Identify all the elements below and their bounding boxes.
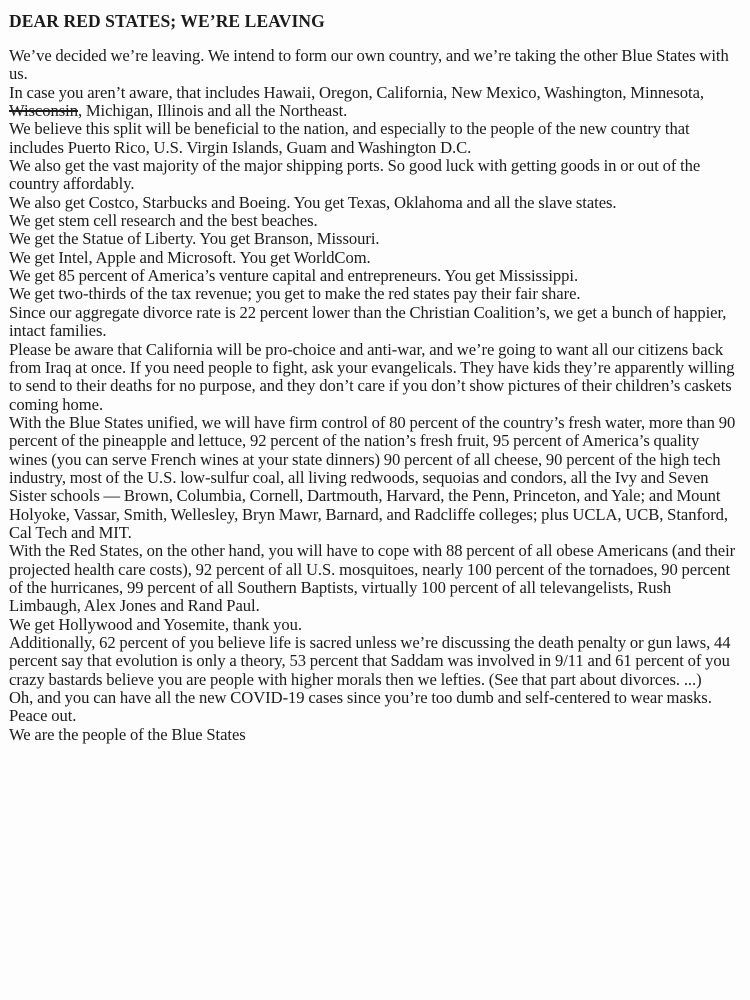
paragraph: We also get Costco, Starbucks and Boeing. You get Texas, Oklahoma and all the slave states.: [9, 192, 617, 212]
sign-off: Peace out.: [9, 706, 77, 726]
paragraph: We also get the vast majority of the major shipping ports. So good luck with getting goods in or out of the country affordably.: [9, 156, 701, 194]
paragraph: We get 85 percent of America’s venture capital and entrepreneurs. You get Mississippi.: [9, 266, 579, 286]
paragraph: We get Intel, Apple and Microsoft. You get WorldCom.: [9, 247, 371, 267]
paragraph: Oh, and you can have all the new COVID-19 cases since you’re too dumb and self-centered to wear masks.: [9, 688, 712, 708]
paragraph: We’ve decided we’re leaving. We intend to form our own country, and we’re taking the other Blue States with us.: [9, 46, 729, 84]
paragraph-states-list: [9, 84, 740, 121]
paragraph: With the Blue States unified, we will have firm control of 80 percent of the country’s fresh water, more than 90 percent of the pineapple and lettuce, 92 percent of the nation’s fresh fruit, 95 percent of America’s quality wines (you can serve French wines at your state dinners) 90 percent of all cheese, 90 percent of the high tech industry, most of the U.S. low-sulfur coal, all living redwoods, sequoias and condors, all the Ivy and Seven Sister schools — Brown, Columbia, Cornell, Dartmouth, Harvard, the Penn, Princeton, and Yale; and Mount Holyoke, Vassar, Smith, Wellesley, Bryn Mawr, Barnard, and Radcliffe colleges; plus UCLA, UCB, Stanford, Cal Tech and MIT.: [9, 412, 736, 542]
paragraph: We get stem cell research and the best beaches.: [9, 211, 318, 231]
paragraph: With the Red States, on the other hand, you will have to cope with 88 percent of all obese Americans (and their projected health care costs), 92 percent of all U.S. mosquitoes, nearly 100 percent of the tornadoes, 90 percent of the hurricanes, 99 percent of all Southern Baptists, virtually 100 percent of all televangelists, Rush Limbaugh, Alex Jones and Rand Paul.: [9, 541, 736, 616]
struck-state-name: Wisconsin: [9, 101, 78, 121]
states-list-before: In case you aren’t aware, that includes Hawaii, Oregon, California, New Mexico, Washington, Minnesota,: [9, 82, 705, 102]
paragraph: We believe this split will be beneficial to the nation, and especially to the people of the new country that includes Puerto Rico, U.S. Virgin Islands, Guam and Washington D.C.: [9, 119, 690, 157]
paragraph: Since our aggregate divorce rate is 22 percent lower than the Christian Coalition’s, we get a bunch of happier, intact families.: [9, 302, 727, 341]
paragraph: Please be aware that California will be pro-choice and anti-war, and we’re going to want all our citizens back from Iraq at once. If you need people to fight, ask your evangelicals. They have kids they’re apparently willing to send to their deaths for no purpose, and they don’t care if you don’t show pictures of their children’s caskets coming home.: [9, 339, 735, 414]
paragraph: We get the Statue of Liberty. You get Branson, Missouri.: [9, 229, 380, 249]
headline: DEAR RED STATES; WE’RE LEAVING: [9, 11, 325, 31]
letter-body: [9, 47, 740, 744]
paragraph: Additionally, 62 percent of you believe life is sacred unless we’re discussing the death penalty or gun laws, 44 percent say that evolution is only a theory, 53 percent that Saddam was involved in 9/11 and 61 percent of you crazy bastards believe you are people with higher morals then we lefties. (See that part about divorces. ...): [9, 633, 731, 689]
paragraph: We get Hollywood and Yosemite, thank you.: [9, 614, 303, 634]
signature-line: We are the people of the Blue States: [9, 724, 246, 744]
states-list-after: , Michigan, Illinois and all the Northeast.: [77, 101, 348, 121]
paragraph: We get two-thirds of the tax revenue; you get to make the red states pay their fair share.: [9, 284, 581, 304]
